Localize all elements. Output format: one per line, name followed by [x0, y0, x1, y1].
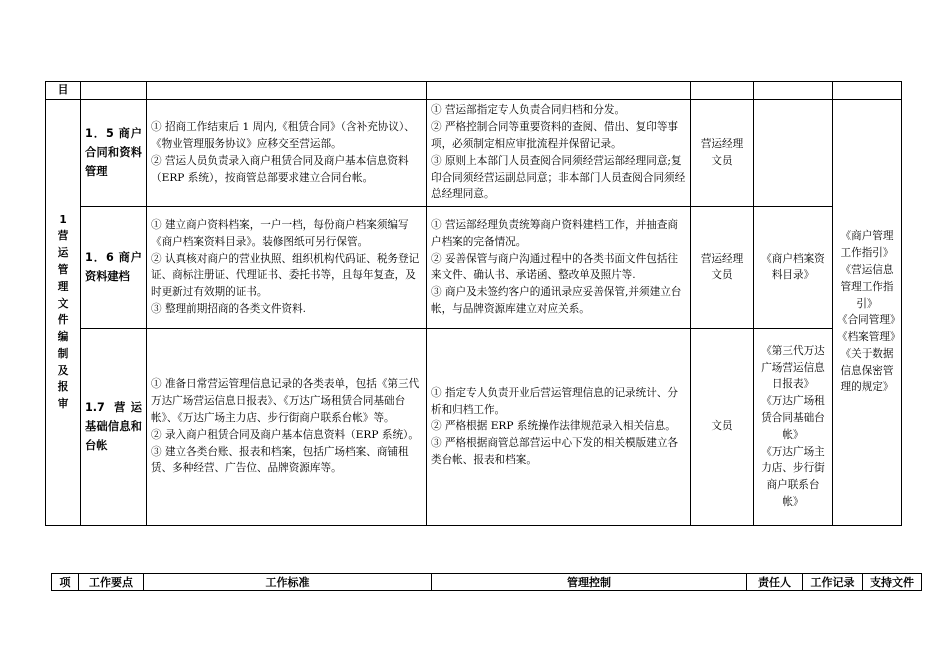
support-doc: 《商户管理工作指引》	[840, 230, 894, 260]
control-item: ② 严格控制合同等重要资料的查阅、借出、复印等事项，必须制定相应审批流程并保留记录。	[431, 121, 679, 150]
table-header-row	[52, 574, 922, 591]
control-item: ② 妥善保管与商户沟通过程中的各类书面文件包括往来文件、确认书、承诺函、整改单及照片等.	[431, 252, 679, 282]
section-label-char: 运	[57, 247, 69, 260]
table-row	[46, 328, 902, 525]
standard-item: ① 招商工作结束后 1 周内,《租赁合同》（含补充协议）、《物业管理服务协议》应移交至营运部。	[151, 121, 415, 150]
section-label	[46, 212, 80, 414]
owner-cell	[691, 328, 754, 525]
owner-item: 文员	[711, 420, 733, 433]
section-label-char: 及	[57, 364, 69, 377]
record-item: 《万达广场主力店、步行街商户联系台帐》	[761, 445, 825, 508]
owner-cell	[691, 206, 754, 328]
control-item: ③ 原则上本部门人员查阅合同须经营运部经理同意;复印合同须经营运副总同意；非本部门人员查阅合同须经总经理同意。	[431, 154, 686, 201]
table-header-row	[46, 82, 902, 100]
section-label-char: 制	[57, 347, 69, 360]
record-item: 《第三代万达广场营运信息日报表》	[761, 344, 825, 391]
standard-item: ① 建立商户资料档案，一户一档，每份商户档案须编写《商户档案资料目录》。装修图纸可另行保管。	[151, 218, 409, 248]
section-label-char: 营	[57, 230, 69, 243]
work-point-cell: 1.7 营运基础信息和台帐	[81, 328, 147, 525]
management-control-cell	[427, 99, 691, 206]
header-management-control: 管理控制	[432, 574, 747, 591]
section-label-char: 文	[57, 297, 69, 310]
section-label-char: 报	[57, 381, 69, 394]
standard-item: ③ 建立各类台账、报表和档案，包括广场档案、商铺租赁、多种经营、广告位、品牌资源库等。	[151, 445, 409, 475]
work-standard-cell	[147, 206, 427, 328]
management-control-cell	[427, 328, 691, 525]
header-work-standard: 工作标准	[144, 574, 432, 591]
section-label-char: 编	[57, 331, 69, 344]
support-doc: 《合同管理》	[837, 314, 901, 327]
control-item: ① 指定专人负责开业后营运管理信息的记录统计、分析和归档工作。	[431, 386, 679, 416]
control-item: ① 营运部指定专人负责合同归档和分发。	[431, 104, 626, 117]
header-work-record: 工作记录	[803, 574, 863, 591]
work-point-cell: 1．5 商户合同和资料管理	[81, 99, 147, 206]
table-row	[46, 99, 902, 206]
control-item: ③ 商户及未签约客户的通讯录应妥善保管,并须建立台帐，与品牌资源库建立对应关系。	[431, 286, 682, 315]
repeated-header-table	[51, 573, 922, 591]
support-docs-cell	[833, 99, 902, 525]
item-header-cell: 目	[46, 82, 81, 100]
owner-item: 文员	[711, 154, 733, 167]
standard-item: ③ 整理前期招商的各类文件资料.	[151, 302, 307, 315]
work-standards-table	[45, 81, 902, 526]
owner-item: 营运经理	[700, 138, 744, 150]
control-item: ③ 严格根据商管总部营运中心下发的相关模版建立各类台帐、报表和档案。	[431, 437, 679, 466]
header-owner: 责任人	[747, 574, 803, 591]
table-row	[46, 206, 902, 328]
standard-item: ② 认真核对商户的营业执照、组织机构代码证、税务登记证、商标注册证、代理证书、委托书等，且每年复查，及时更新过有效期的证书。	[151, 252, 420, 299]
work-record-cell	[754, 328, 833, 525]
section-label-char: 理	[57, 280, 69, 293]
section-label-char: 件	[57, 314, 69, 327]
support-doc: 《档案管理》	[837, 331, 901, 344]
standard-item: ② 录入商户租赁合同及商户基本信息资料（ERP 系统）。	[151, 428, 419, 441]
work-record-cell	[754, 99, 833, 206]
section-label-char: 管	[57, 263, 69, 276]
management-control-cell	[427, 206, 691, 328]
owner-item: 营运经理	[700, 252, 744, 265]
owner-cell	[691, 99, 754, 206]
section-label-char: 审	[57, 398, 69, 411]
work-standard-cell	[147, 99, 427, 206]
section-label-cell	[46, 99, 81, 525]
control-item: ① 营运部经理负责统筹商户资料建档工作，并抽查商户档案的完备情况。	[431, 218, 679, 248]
control-item: ② 严格根据 ERP 系统操作法律规范录入相关信息。	[431, 420, 676, 433]
header-support-docs: 支持文件	[863, 574, 922, 591]
work-point-cell: 1．6 商户资料建档	[81, 206, 147, 328]
header-item: 项	[52, 574, 79, 591]
support-doc: 《营运信息管理工作指引》	[840, 263, 894, 310]
record-item: 《万达广场租赁合同基础台帐》	[761, 395, 825, 441]
work-standard-cell	[147, 328, 427, 525]
owner-item: 文员	[711, 269, 733, 282]
work-record-cell: 《商户档案资料目录》	[754, 206, 833, 328]
header-work-point: 工作要点	[79, 574, 144, 591]
standard-item: ② 营运人员负责录入商户租赁合同及商户基本信息资料（ERP 系统），按商管总部要求建立合同台帐。	[151, 154, 409, 184]
support-doc: 《关于数据信息保密管理的规定》	[840, 347, 894, 394]
section-label-char: 1	[59, 213, 67, 226]
standard-item: ① 准备日常营运管理信息记录的各类表单，包括《第三代万达广场营运信息日报表》、《万达广场租赁合同基础台帐》、《万达广场主力店、步行街商户联系台帐》等。	[151, 378, 420, 424]
